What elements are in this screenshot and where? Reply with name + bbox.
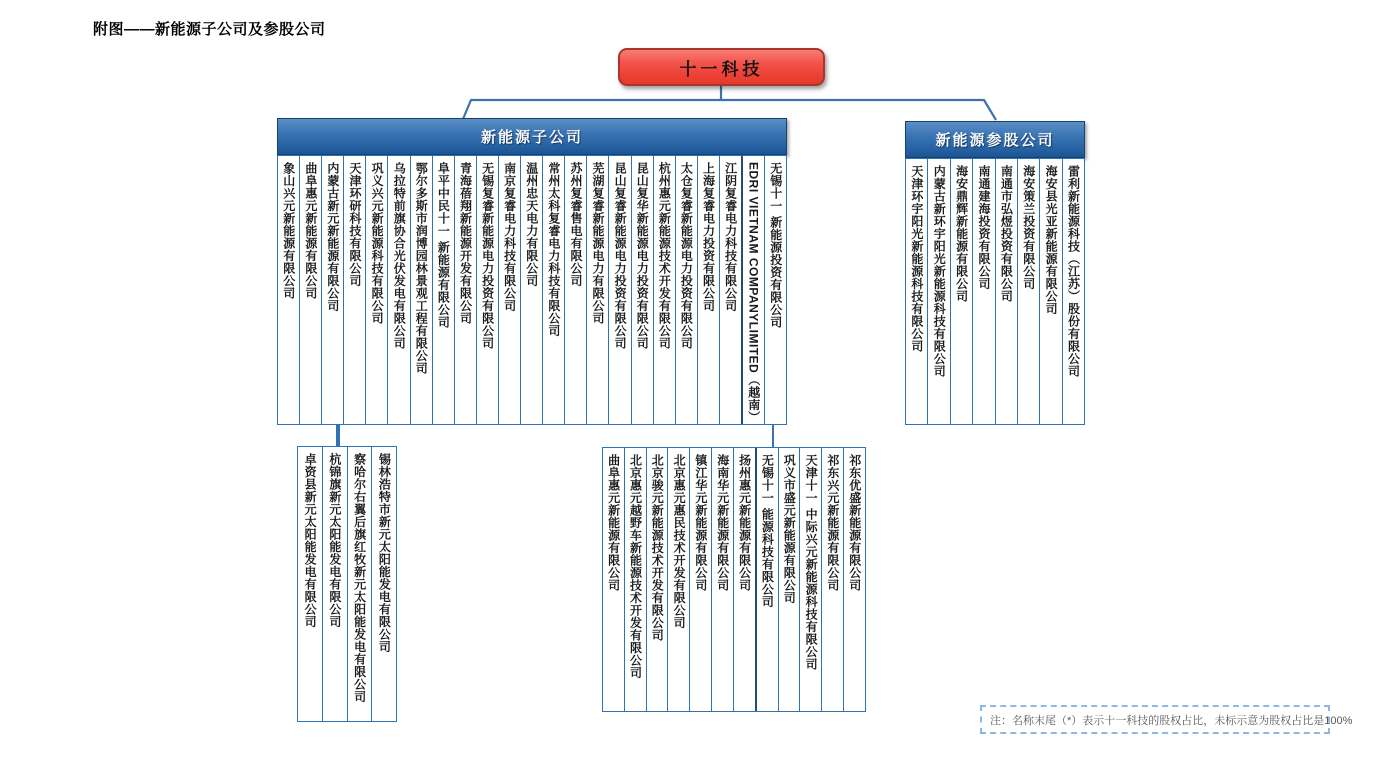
- company-column: [344, 156, 366, 424]
- company-name: 青海蓓翔新能源开发有限公司: [458, 162, 473, 325]
- affiliates-group-title: 新能源参股公司: [935, 132, 1055, 149]
- wuxi-subgroup-columns: [602, 447, 866, 712]
- company-name: 乌拉特前旗协合光伏发电有限公司: [392, 162, 407, 350]
- company-column: [765, 156, 786, 424]
- company-name: 南通建海投资有限公司: [977, 165, 991, 290]
- company-name: 芜湖复睿新能源电力有限公司: [591, 162, 606, 325]
- company-name: 曲阜惠元新能源有限公司: [606, 454, 621, 592]
- company-column: [973, 159, 995, 424]
- company-column: [906, 159, 928, 424]
- company-name: 镇江华元新能源有限公司: [693, 454, 708, 592]
- company-column: [603, 448, 625, 711]
- company-column: [298, 447, 323, 721]
- company-name: 无锡复睿新能源电力投资有限公司: [480, 162, 495, 350]
- company-name: 苏州复睿售电有限公司: [568, 162, 583, 287]
- company-column: [372, 447, 396, 721]
- company-name: 杭州惠元新能源技术开发有限公司: [657, 162, 672, 350]
- company-column: [668, 448, 690, 711]
- company-column: [477, 156, 499, 424]
- company-column: [800, 448, 822, 711]
- company-column: [323, 447, 348, 721]
- company-name: 温州忠天电力有限公司: [524, 162, 539, 287]
- company-name: 南通市弘煜投资有限公司: [999, 165, 1014, 303]
- company-column: [565, 156, 587, 424]
- company-column: [609, 156, 631, 424]
- company-name: 北京惠元越野车新能源技术开发有限公司: [628, 454, 643, 679]
- company-name: 鄂尔多斯市润博园林景观工程有限公司: [414, 162, 429, 375]
- company-name: 海安县光亚新能源有限公司: [1044, 165, 1059, 315]
- root-company-label: 十一科技: [679, 59, 764, 79]
- company-column: [322, 156, 344, 424]
- company-column: [928, 159, 950, 424]
- company-name: 海安策兰投资有限公司: [1021, 165, 1036, 290]
- company-name: 雷利新能源科技（江苏）股份有限公司: [1066, 165, 1081, 378]
- company-column: [720, 156, 742, 424]
- company-name: 无锡十一 能源科技有限公司: [760, 454, 775, 608]
- company-column: [741, 156, 765, 424]
- company-name: 江阴复睿电力科技有限公司: [723, 162, 738, 312]
- company-column: [1063, 159, 1084, 424]
- company-column: [625, 448, 647, 711]
- company-column: [587, 156, 609, 424]
- company-name: 天津环研科技有限公司: [348, 162, 363, 287]
- company-column: [433, 156, 455, 424]
- company-column: [996, 159, 1018, 424]
- company-name: 北京惠元惠民技术开发有限公司: [672, 454, 687, 629]
- company-name: 扬州惠元新能源有限公司: [737, 454, 752, 592]
- root-company-node: [618, 48, 825, 86]
- company-column: [755, 448, 779, 711]
- company-column: [822, 448, 844, 711]
- company-column: [712, 448, 734, 711]
- company-name: 天津十一 中际兴元新能源科技有限公司: [804, 454, 819, 671]
- company-name: 天津环宇阳光新能源科技有限公司: [909, 165, 924, 353]
- company-name: 常州太科复睿电力科技有限公司: [546, 162, 561, 337]
- company-column: [388, 156, 410, 424]
- company-name: 锡林浩特市新元太阳能发电有限公司: [377, 453, 392, 653]
- company-column: [654, 156, 676, 424]
- company-name: 巩义兴元新能源科技有限公司: [370, 162, 385, 325]
- company-column: [300, 156, 322, 424]
- company-name: 内蒙古新环宇阳光新能源科技有限公司: [932, 165, 947, 378]
- company-column: [1040, 159, 1062, 424]
- company-name: 上海复睿电力投资有限公司: [701, 162, 716, 312]
- inner-mongolia-subgroup-columns: [297, 446, 397, 722]
- footnote-box: [980, 705, 1353, 734]
- footnote-text: 注：名称末尾（*）表示十一科技的股权占比，未标示意为股权占比是100%: [990, 714, 1353, 727]
- company-column: [951, 159, 973, 424]
- subsidiaries-group-title: 新能源子公司: [480, 129, 583, 146]
- company-name: 太仓复睿新能源电力投资有限公司: [679, 162, 694, 350]
- company-name: 海南华元新能源有限公司: [715, 454, 730, 592]
- company-column: [676, 156, 698, 424]
- company-name: 祁东兴元新能源有限公司: [825, 454, 840, 592]
- company-name: 祁东优盛新能源有限公司: [847, 454, 862, 592]
- company-name: 察哈尔右翼后旗红牧新元太阳能发电有限公司: [352, 453, 367, 703]
- company-column: [1018, 159, 1040, 424]
- company-column: [411, 156, 433, 424]
- affiliates-group-header: [905, 121, 1085, 158]
- page-title: 附图——新能源子公司及参股公司: [93, 21, 326, 38]
- company-column: [690, 448, 712, 711]
- company-name: 阜平中民十一 新能源有限公司: [436, 162, 451, 329]
- affiliates-columns: [905, 158, 1085, 425]
- company-column: [499, 156, 521, 424]
- company-column: [647, 448, 669, 711]
- company-name: 内蒙古新元新能源有限公司: [325, 162, 340, 312]
- company-column: [521, 156, 543, 424]
- company-name: 北京骏元新能源技术开发有限公司: [650, 454, 665, 642]
- company-column: [455, 156, 477, 424]
- company-column: [543, 156, 565, 424]
- company-column: [779, 448, 801, 711]
- company-column: [698, 156, 720, 424]
- company-column: [278, 156, 300, 424]
- company-column: [366, 156, 388, 424]
- company-column: [734, 448, 756, 711]
- company-name: 昆山复华新能源电力投资有限公司: [635, 162, 650, 350]
- company-column: [844, 448, 865, 711]
- company-name: 曲阜惠元新能源有限公司: [303, 162, 318, 300]
- company-column: [632, 156, 654, 424]
- company-name: 杭锦旗新元太阳能发电有限公司: [327, 453, 342, 628]
- company-name: 象山兴元新能源有限公司: [281, 162, 296, 300]
- company-column: [348, 447, 373, 721]
- company-name: 巩义市盛元新能源有限公司: [782, 454, 797, 604]
- company-name: 海安鼎辉新能源有限公司: [954, 165, 969, 303]
- company-name: EDRI VIETNAM COMPANYLIMITED（越南）: [746, 162, 761, 424]
- company-name: 南京复睿电力科技有限公司: [502, 162, 517, 312]
- company-name: 无锡十一 新能源投资有限公司: [768, 162, 783, 329]
- company-name: 昆山复睿新能源电力投资有限公司: [613, 162, 628, 350]
- company-name: 卓资县新元太阳能发电有限公司: [303, 453, 318, 628]
- subsidiaries-columns: [277, 155, 787, 425]
- subsidiaries-group-header: [277, 118, 787, 155]
